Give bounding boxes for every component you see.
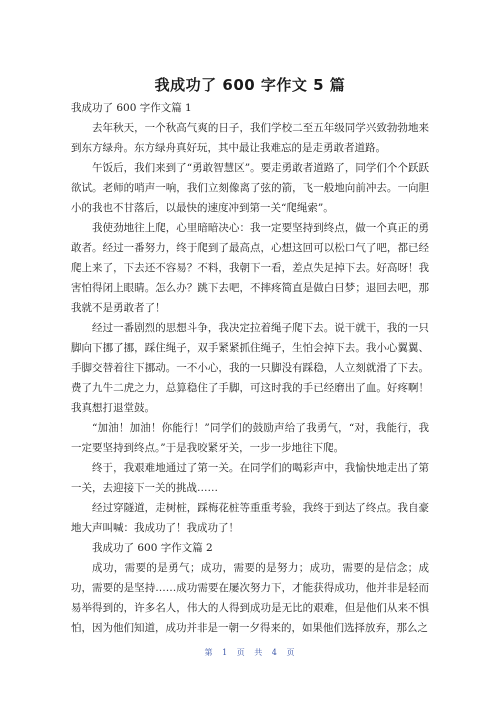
paragraph: 我使劲地往上爬，心里暗暗决心：我一定要坚持到终点，做一个真正的勇敢者。经过一番努力，终于爬到了最高点，心想这回可以松口气了吧，都已经爬上来了，下去还不容易？不料，我朝下一看，差点失足掉下去。好高呀！我害怕得闭上眼睛。怎么办？跳下去吧，不摔疼简直是做白日梦；退回去吧，那我就不是勇敢者了！ [71,222,429,314]
paragraph: 经过穿隧道，走树桩，踩梅花桩等重重考验，我终于到达了终点。我自豪地大声叫喊：我成功了！我成功了！ [71,502,429,534]
article-body [71,98,429,638]
paragraph: 经过一番剧烈的思想斗争，我决定拉着绳子爬下去。说干就干，我的一只脚向下挪了挪，踩住绳子，双手紧紧抓住绳子，生怕会掉下去。我小心翼翼、手脚交替着往下挪动。一不小心，我的一只脚没有踩稳，人立刻就滑了下去。费了九牛二虎之力，总算稳住了手脚，可这时我的手已经磨出了血。好疼啊！我真想打退堂鼓。 [71,322,429,414]
section-heading-2: 我成功了 600 字作文篇 2 [92,542,213,554]
section-heading-1: 我成功了 600 字作文篇 1 [71,102,192,114]
paragraph: 成功，需要的是勇气；成功，需要的是努力；成功，需要的是信念；成功，需要的是坚持……成功需要在屡次努力下，才能获得成功，他并非是轻而易举得到的，许多名人，伟大的人得到成功是无比的艰难，但是他们从来不惧怕，因为他们知道，成功并非是一朝一夕得来的，如果他们选择放弃，那么之 [71,562,429,634]
paragraph: 终于，我艰难地通过了第一关。在同学们的喝彩声中，我愉快地走出了第一关，去迎接下一关的挑战…… [71,462,429,494]
page-title: 我成功了 600 字作文 5 篇 [154,76,346,94]
paragraph: “加油！加油！你能行！”同学们的鼓励声给了我勇气，“对，我能行，我一定要坚持到终点。”于是我咬紧牙关，一步一步地往下爬。 [71,422,429,454]
page-number-footer: 第 1 页 共 4 页 [204,648,296,657]
paragraph: 去年秋天，一个秋高气爽的日子，我们学校二至五年级同学兴致勃勃地来到东方绿舟。东方绿舟真好玩，其中最让我难忘的是走勇敢者道路。 [71,122,429,154]
paragraph: 午饭后，我们来到了“勇敢智慧区”。要走勇敢者道路了，同学们个个跃跃欲试。老师的哨声一响，我们立刻像离了弦的箭，飞一般地向前冲去。一向胆小的我也不甘落后，以最快的速度冲到第一关“爬绳索”。 [71,162,429,214]
